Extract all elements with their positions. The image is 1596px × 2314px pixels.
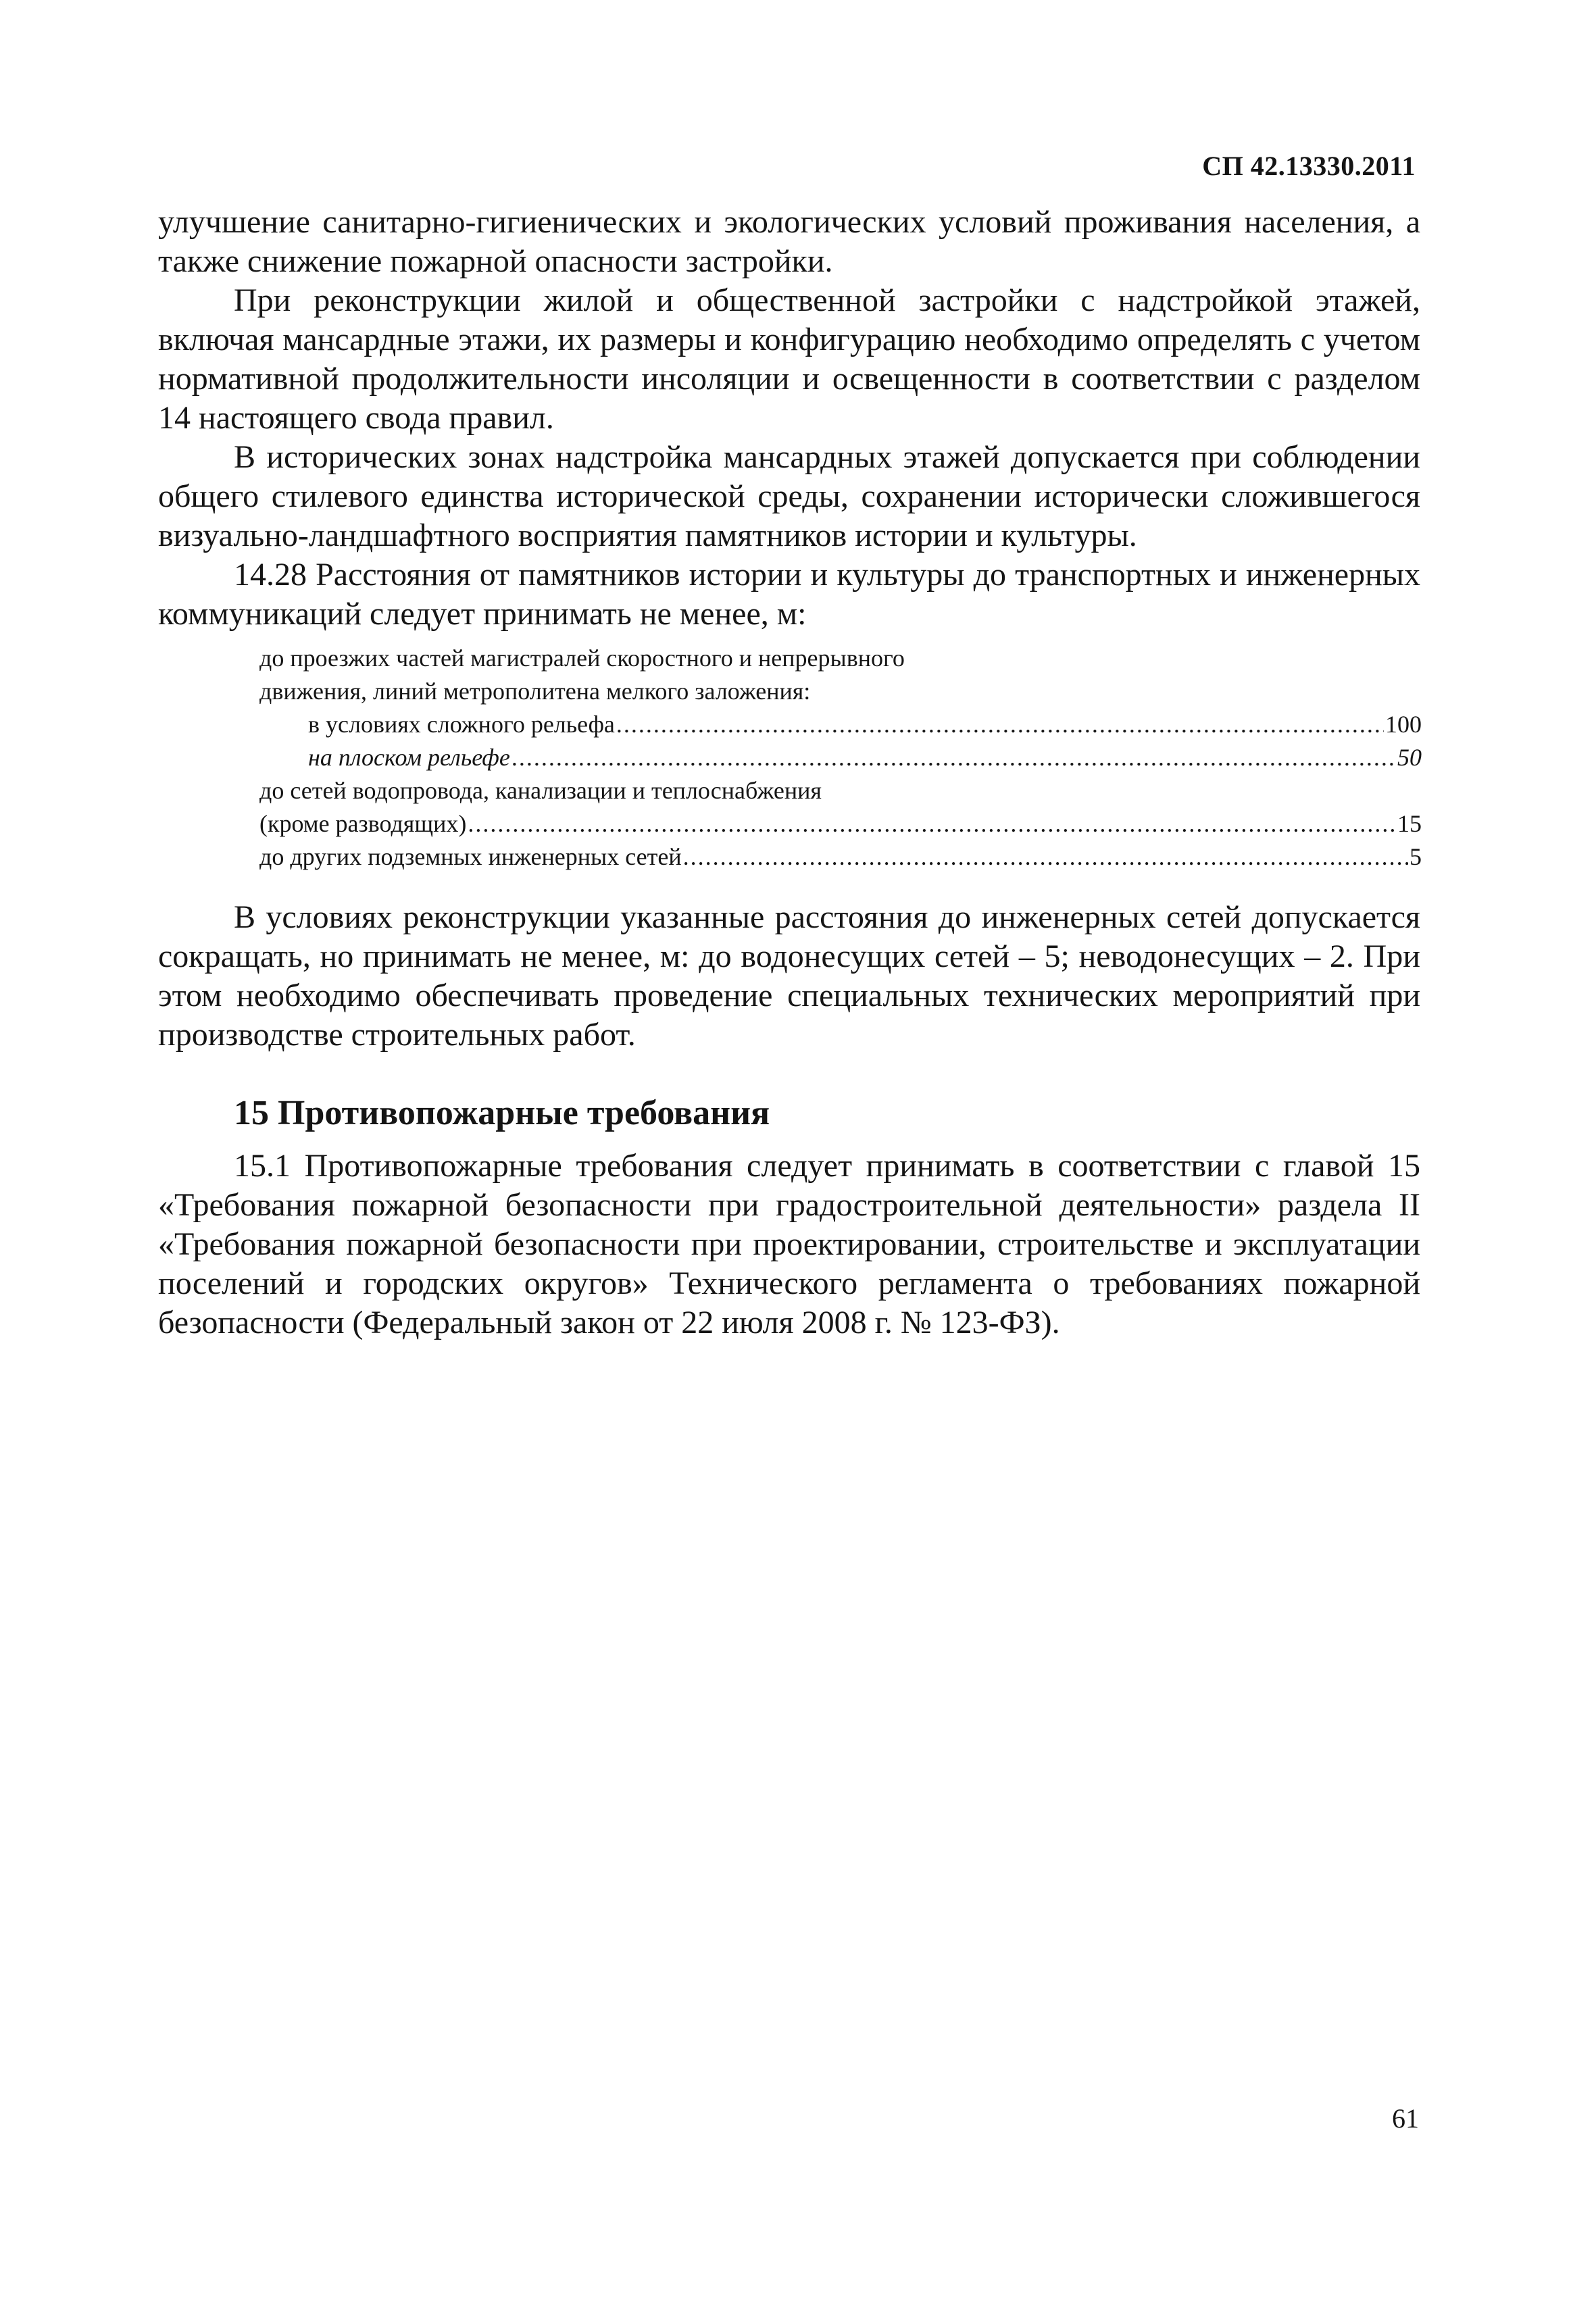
distance-value: 15 [1397,810,1422,837]
section-heading-fire-safety: 15 Противопожарные требования [234,1094,770,1132]
distance-value: 50 [1397,744,1422,771]
distance-list [158,642,1422,874]
distance-label: на плоском рельефе [308,744,510,771]
paragraph-reconstruction-conditions: В условиях реконструкции указанные расстояния до инженерных сетей допускается сокращать, но принимать не менее, м: до водонесущих сетей – 5; неводонесущих – 2. При этом необходимо обеспечивать проведение специальных технических мероприятий при производстве строительных работ. [158,899,1420,1053]
distance-item-complex-relief [259,708,1422,741]
distance-item-supply [259,807,1422,840]
document-body [158,203,1420,1342]
distance-label: до других подземных инженерных сетей [259,843,682,870]
page-number: 61 [1392,2103,1419,2134]
leader-dots [616,708,1384,741]
paragraph-historic-zones: В исторических зонах надстройка мансардных этажей допускается при соблюдении общего стилевого единства исторической среды, сохранении исторически сложившегося визуально-ландшафтного восприятия памятников истории и культуры. [158,439,1420,553]
distance-label: в условиях сложного рельефа [308,711,615,738]
distance-value: 100 [1385,711,1422,738]
paragraph-14-28: 14.28 Расстояния от памятников истории и культуры до транспортных и инженерных коммуникаций следует принимать не менее, м: [158,557,1420,632]
distance-label: (кроме разводящих) [259,810,467,837]
paragraph-reconstruction: При реконструкции жилой и общественной застройки с надстройкой этажей, включая мансардные этажи, их размеры и конфигурацию необходимо определять с учетом нормативной продолжительности инсоляции и освещенности в соответствии с разделом 14 настоящего свода правил. [158,282,1420,436]
distance-item-flat-relief [259,741,1422,774]
distance-value: 5 [1410,843,1422,870]
leader-dots [683,840,1408,874]
distance-item-other-networks [259,840,1422,874]
leader-dots [468,807,1396,840]
distance-group-roads-cont: движения, линий метрополитена мелкого заложения: [259,678,811,705]
leader-dots [512,741,1396,774]
distance-group-utilities: до сетей водопровода, канализации и теплоснабжения [259,777,822,804]
paragraph-15-1: 15.1 Противопожарные требования следует принимать в соответствии с главой 15 «Требования пожарной безопасности при градостроительной деятельности» раздела II «Требования пожарной безопасности при проектировании, строительстве и эксплуатации поселений и городских округов» Технического регламента о требованиях пожарной безопасности (Федеральный закон от 22 июля 2008 г. № 123-ФЗ). [158,1148,1420,1340]
document-code: СП 42.13330.2011 [1202,151,1416,181]
distance-group-roads: до проезжих частей магистралей скоростного и непрерывного [259,645,905,672]
paragraph-sanitary: улучшение санитарно-гигиенических и экологических условий проживания населения, а также снижение пожарной опасности застройки. [158,204,1420,279]
